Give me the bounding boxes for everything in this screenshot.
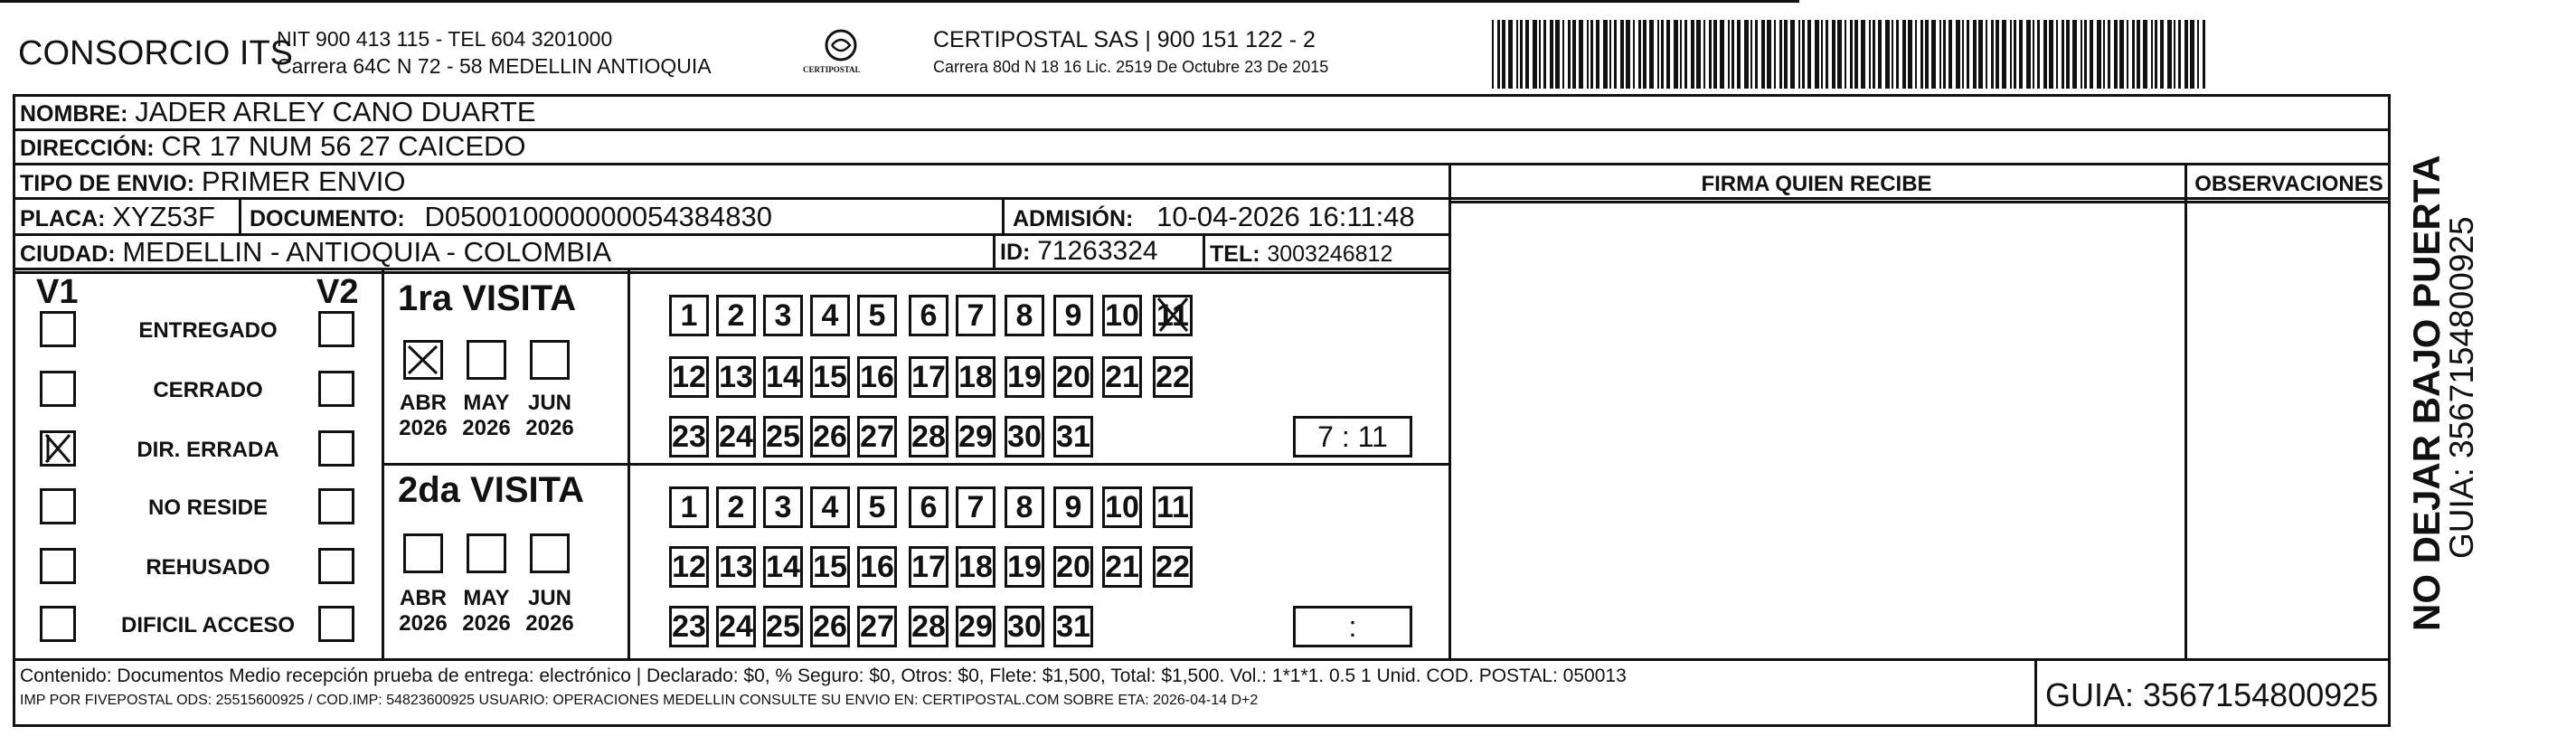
day-box[interactable]: 13 bbox=[716, 546, 756, 588]
carrier-address: Carrera 80d N 18 16 Lic. 2519 De Octubre 23 De 2015 bbox=[933, 58, 1329, 76]
plate-cell bbox=[20, 201, 215, 233]
day-box[interactable]: 15 bbox=[810, 356, 850, 398]
admission-label: ADMISIÓN: bbox=[1013, 206, 1134, 231]
day-box[interactable]: 26 bbox=[810, 416, 850, 458]
v1-checkbox[interactable] bbox=[40, 548, 76, 584]
day-box[interactable]: 29 bbox=[956, 416, 995, 458]
visit-split bbox=[382, 463, 1450, 466]
month-name: MAY bbox=[463, 391, 510, 415]
month-label bbox=[459, 586, 514, 637]
signature-divider bbox=[1448, 163, 1451, 660]
day-box[interactable]: 22 bbox=[1153, 356, 1193, 398]
month-label bbox=[523, 586, 577, 637]
nit-line: NIT 900 413 115 - TEL 604 3201000 bbox=[277, 27, 613, 51]
first-visit-title: 1ra VISITA bbox=[398, 278, 577, 318]
month-name: JUN bbox=[527, 586, 571, 610]
month-checkbox[interactable] bbox=[530, 340, 570, 380]
address-label: DIRECCIÓN: bbox=[20, 136, 155, 161]
cell-divider bbox=[1203, 233, 1205, 269]
id-cell bbox=[1000, 236, 1158, 267]
v1-checkbox[interactable] bbox=[40, 430, 76, 467]
cell-divider bbox=[1002, 197, 1005, 233]
day-box[interactable] bbox=[1153, 295, 1193, 336]
day-box[interactable]: 19 bbox=[1005, 356, 1044, 398]
status-option-label: DIFICIL ACCESO bbox=[120, 613, 295, 637]
document-value: D050010000000054384830 bbox=[424, 201, 772, 232]
day-box[interactable]: 11 bbox=[1153, 486, 1193, 528]
company-name: CONSORCIO ITS bbox=[18, 34, 294, 72]
day-box[interactable]: 4 bbox=[810, 295, 850, 336]
send-type-row bbox=[20, 165, 406, 198]
day-box[interactable]: 30 bbox=[1005, 416, 1044, 458]
v1-label: V1 bbox=[36, 273, 79, 311]
check-mark-icon bbox=[42, 433, 73, 464]
city-label: CIUDAD: bbox=[20, 241, 116, 267]
v2-checkbox[interactable] bbox=[318, 430, 354, 467]
month-checkbox[interactable] bbox=[403, 533, 443, 573]
document-label: DOCUMENTO: bbox=[250, 206, 405, 231]
month-year: 2026 bbox=[399, 611, 448, 636]
id-value: 71263324 bbox=[1037, 236, 1158, 266]
month-name: ABR bbox=[400, 586, 447, 610]
v1-checkbox[interactable] bbox=[40, 606, 76, 642]
carrier-line: CERTIPOSTAL SAS | 900 151 122 - 2 bbox=[933, 27, 1316, 52]
admission-value: 10-04-2026 16:11:48 bbox=[1156, 201, 1415, 232]
plate-value: XYZ53F bbox=[112, 201, 215, 232]
day-box[interactable]: 20 bbox=[1053, 546, 1093, 588]
day-box[interactable]: 18 bbox=[956, 356, 995, 398]
day-box[interactable]: 24 bbox=[716, 416, 756, 458]
address-row bbox=[20, 130, 526, 163]
day-box[interactable]: 24 bbox=[716, 606, 756, 647]
day-box[interactable]: 25 bbox=[763, 606, 803, 647]
day-box[interactable]: 14 bbox=[763, 546, 803, 588]
day-box[interactable]: 21 bbox=[1102, 546, 1142, 588]
signature-header-rule bbox=[1448, 201, 2391, 203]
day-box[interactable]: 13 bbox=[716, 356, 756, 398]
month-name: MAY bbox=[463, 586, 510, 610]
day-box[interactable]: 9 bbox=[1053, 295, 1093, 336]
day-box[interactable]: 16 bbox=[857, 356, 897, 398]
firma-label: FIRMA QUIEN RECIBE bbox=[1701, 172, 1932, 196]
month-name: ABR bbox=[400, 391, 447, 415]
day-box[interactable]: 22 bbox=[1153, 546, 1193, 588]
tel-cell bbox=[1210, 239, 1392, 268]
barcode bbox=[1492, 20, 2211, 89]
footer-content: Contenido: Documentos Medio recepción prueba de entrega: electrónico | Declarado: $0, % Seguro: $0, Otros: $0, Flete: $1,500, Total: $1,500. Vol.: 1*1*1. 0.5 1 Unid. COD. POSTAL: 050013 bbox=[20, 665, 1627, 686]
day-box[interactable]: 26 bbox=[810, 606, 850, 647]
day-box[interactable]: 16 bbox=[857, 546, 897, 588]
footer-print: IMP POR FIVEPOSTAL ODS: 25515600925 / COD.IMP: 54823600925 USUARIO: OPERACIONES MEDELLIN CONSULTE SU ENVIO EN: CERTIPOSTAL.COM SOBRE ETA: 2026-04-14 D+2 bbox=[20, 693, 1259, 708]
day-box[interactable]: 8 bbox=[1005, 486, 1044, 528]
month-label bbox=[459, 391, 514, 441]
day-box[interactable]: 28 bbox=[909, 606, 948, 647]
status-option-label: NO RESIDE bbox=[147, 495, 269, 520]
month-year: 2026 bbox=[462, 611, 511, 636]
day-box[interactable]: 21 bbox=[1102, 356, 1142, 398]
day-box[interactable]: 4 bbox=[810, 486, 850, 528]
id-label: ID: bbox=[1000, 240, 1031, 265]
day-box[interactable]: 10 bbox=[1102, 486, 1142, 528]
day-box[interactable]: 12 bbox=[669, 546, 709, 588]
row-divider bbox=[13, 271, 1450, 274]
certipostal-logo bbox=[796, 25, 886, 85]
cell-divider bbox=[993, 233, 995, 269]
status-option-label: REHUSADO bbox=[146, 555, 270, 580]
v2-label: V2 bbox=[316, 273, 359, 311]
side-guia: GUIA: 3567154800925 bbox=[2443, 216, 2480, 559]
status-option-label: DIR. ERRADA bbox=[137, 438, 279, 462]
month-checkbox[interactable] bbox=[467, 340, 506, 380]
day-box[interactable]: 31 bbox=[1053, 416, 1093, 458]
day-box[interactable]: 25 bbox=[763, 416, 803, 458]
status-option-label: CERRADO bbox=[153, 378, 263, 402]
day-box[interactable]: 1 bbox=[669, 486, 709, 528]
day-box[interactable]: 14 bbox=[763, 356, 803, 398]
name-label: NOMBRE: bbox=[20, 101, 128, 127]
day-box[interactable]: 1 bbox=[669, 295, 709, 336]
month-year: 2026 bbox=[525, 611, 574, 636]
footer-guia: GUIA: 3567154800925 bbox=[2045, 676, 2379, 713]
cell-divider bbox=[239, 197, 241, 233]
company-address: Carrera 64C N 72 - 58 MEDELLIN ANTIOQUIA bbox=[277, 54, 712, 78]
month-label bbox=[396, 586, 450, 637]
city-cell bbox=[20, 236, 611, 269]
send-type-label: TIPO DE ENVIO: bbox=[20, 171, 195, 196]
v1-checkbox[interactable] bbox=[40, 488, 76, 524]
month-checkbox[interactable] bbox=[530, 533, 570, 573]
admission-cell bbox=[1013, 201, 1415, 233]
month-checkbox[interactable] bbox=[467, 533, 506, 573]
month-year: 2026 bbox=[525, 416, 574, 440]
day-number: 11 bbox=[1156, 297, 1189, 333]
v2-checkbox[interactable] bbox=[318, 548, 354, 584]
recipient-name: JADER ARLEY CANO DUARTE bbox=[135, 96, 536, 127]
day-box[interactable]: 5 bbox=[857, 295, 897, 336]
day-box[interactable]: 2 bbox=[716, 486, 756, 528]
day-box[interactable]: 27 bbox=[857, 416, 897, 458]
second-visit-title: 2da VISITA bbox=[398, 470, 584, 510]
v2-checkbox[interactable] bbox=[318, 488, 354, 524]
day-box[interactable]: 27 bbox=[857, 606, 897, 647]
day-box[interactable]: 3 bbox=[763, 295, 803, 336]
day-box[interactable]: 23 bbox=[669, 606, 709, 647]
day-box[interactable]: 6 bbox=[909, 295, 948, 336]
document-cell bbox=[250, 201, 772, 233]
day-box[interactable]: 6 bbox=[909, 486, 948, 528]
day-box[interactable]: 2 bbox=[716, 295, 756, 336]
status-option-label: ENTREGADO bbox=[138, 318, 278, 343]
top-rule bbox=[0, 0, 1799, 3]
month-name: JUN bbox=[527, 391, 571, 415]
v2-checkbox[interactable] bbox=[318, 311, 354, 347]
day-box[interactable]: 7 bbox=[956, 295, 995, 336]
month-year: 2026 bbox=[462, 416, 511, 440]
barcode-bars bbox=[1492, 20, 2211, 89]
send-type: PRIMER ENVIO bbox=[201, 165, 406, 197]
tel-label: TEL: bbox=[1210, 241, 1260, 267]
check-mark-icon bbox=[406, 343, 440, 377]
month-year: 2026 bbox=[399, 416, 448, 440]
day-box[interactable]: 17 bbox=[909, 356, 948, 398]
day-box[interactable]: 31 bbox=[1053, 606, 1093, 647]
observations-divider bbox=[2184, 163, 2187, 660]
day-box[interactable]: 10 bbox=[1102, 295, 1142, 336]
day-box[interactable]: 17 bbox=[909, 546, 948, 588]
day-box[interactable]: 8 bbox=[1005, 295, 1044, 336]
time-box[interactable]: 7 : 11 bbox=[1293, 416, 1412, 458]
day-box[interactable]: 30 bbox=[1005, 606, 1044, 647]
day-box[interactable]: 20 bbox=[1053, 356, 1093, 398]
day-box[interactable]: 15 bbox=[810, 546, 850, 588]
city-value: MEDELLIN - ANTIOQUIA - COLOMBIA bbox=[122, 236, 612, 268]
recipient-address: CR 17 NUM 56 27 CAICEDO bbox=[161, 130, 526, 162]
certipostal-logo-icon bbox=[796, 25, 886, 85]
day-box[interactable]: 7 bbox=[956, 486, 995, 528]
day-box[interactable]: 18 bbox=[956, 546, 995, 588]
time-box[interactable]: : bbox=[1293, 606, 1412, 647]
day-box[interactable]: 12 bbox=[669, 356, 709, 398]
footer-divider bbox=[2034, 658, 2037, 727]
v2-checkbox[interactable] bbox=[318, 371, 354, 407]
day-mark-icon bbox=[1153, 295, 1193, 336]
day-box[interactable]: 5 bbox=[857, 486, 897, 528]
side-warning: NO DEJAR BAJO PUERTA bbox=[2405, 155, 2448, 631]
observaciones-label: OBSERVACIONES bbox=[2194, 172, 2383, 196]
day-box[interactable]: 9 bbox=[1053, 486, 1093, 528]
month-label bbox=[523, 391, 577, 441]
tel-value: 3003246812 bbox=[1267, 241, 1393, 267]
month-label bbox=[396, 391, 450, 441]
v2-checkbox[interactable] bbox=[318, 606, 354, 642]
logo-text: CERTIPOSTAL bbox=[803, 65, 861, 74]
day-box[interactable]: 23 bbox=[669, 416, 709, 458]
month-checkbox[interactable] bbox=[403, 340, 443, 380]
day-box[interactable]: 19 bbox=[1005, 546, 1044, 588]
day-box[interactable]: 3 bbox=[763, 486, 803, 528]
v1-checkbox[interactable] bbox=[40, 311, 76, 347]
name-row bbox=[20, 96, 536, 128]
v1-checkbox[interactable] bbox=[40, 371, 76, 407]
day-box[interactable]: 29 bbox=[956, 606, 995, 647]
plate-label: PLACA: bbox=[20, 206, 106, 231]
day-box[interactable]: 28 bbox=[909, 416, 948, 458]
